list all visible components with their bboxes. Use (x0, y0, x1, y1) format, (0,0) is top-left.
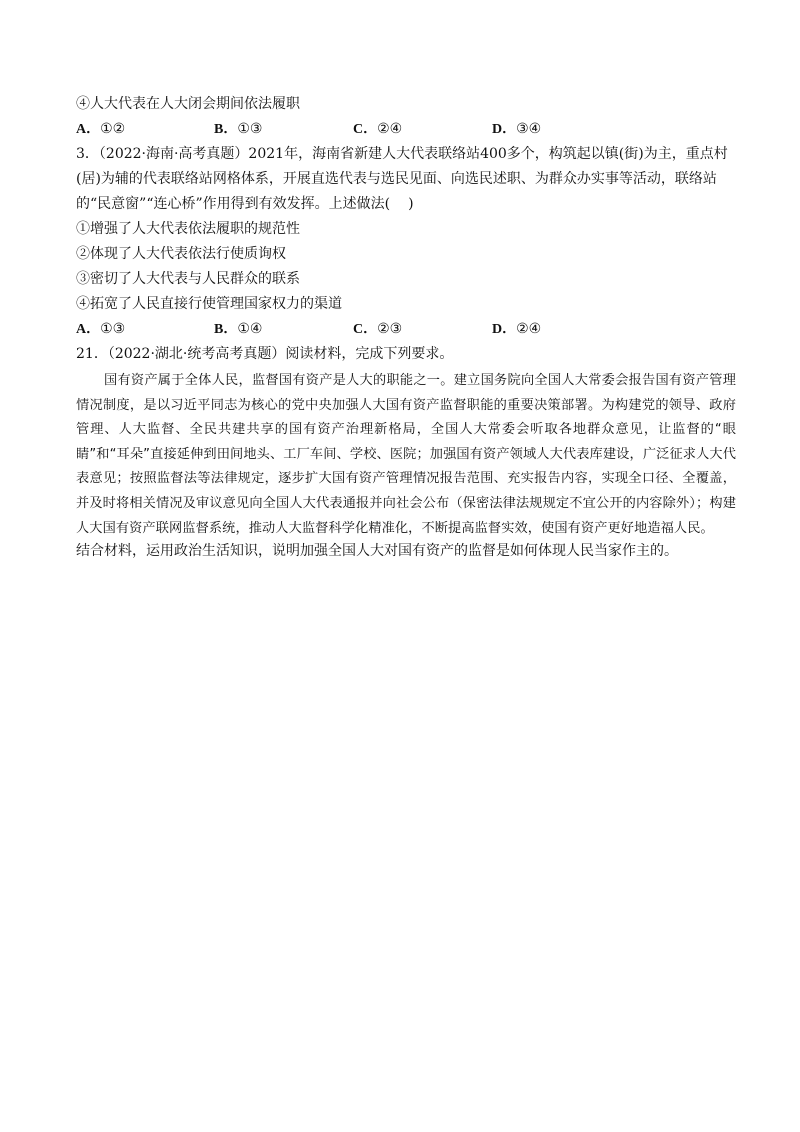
prev-option-b[interactable] (214, 119, 262, 140)
q3-item-1: ①增强了人大代表依法履职的规范性 (76, 221, 300, 237)
option-text: ①③ (100, 321, 126, 337)
option-text: ②④ (377, 121, 403, 137)
prev-question-options (76, 119, 736, 139)
q3-option-a[interactable] (76, 319, 125, 340)
option-text: ①② (100, 121, 126, 137)
option-letter: C． (353, 322, 378, 337)
option-text: ②③ (377, 321, 403, 337)
q3-stem-line-3 (76, 194, 736, 214)
q3-stem-text: 的“民意窗”“连心桥”作用得到有效发挥。上述做法( (76, 196, 391, 212)
q3-item-4: ④拓宽了人民直接行使管理国家权力的渠道 (76, 296, 342, 312)
prev-option-c[interactable] (353, 119, 402, 140)
option-letter: B． (214, 322, 238, 337)
option-letter: A． (76, 122, 101, 137)
q21-question: 结合材料，运用政治生活知识，说明加强全国人大对国有资产的监督是如何体现人民当家作主的。 (76, 543, 678, 559)
prev-option-d[interactable] (492, 119, 541, 140)
option-text: ①③ (237, 121, 263, 137)
option-text: ③④ (516, 121, 542, 137)
prev-question-item-4: ④人大代表在人大闭会期间依法履职 (76, 96, 300, 112)
option-letter: D． (492, 322, 517, 337)
q21-header: 21．（2022·湖北·统考高考真题）阅读材料，完成下列要求。 (76, 346, 454, 362)
q3-stem-line-2: (居)为辅的代表联络站网格体系，开展直选代表与选民见面、向选民述职、为群众办实事等活动，联络站 (76, 171, 717, 187)
option-text: ①④ (237, 321, 263, 337)
q3-item-3: ③密切了人大代表与人民群众的联系 (76, 271, 300, 287)
q3-option-d[interactable] (492, 319, 541, 340)
option-letter: A． (76, 322, 101, 337)
option-letter: D． (492, 122, 517, 137)
q3-option-b[interactable] (214, 319, 262, 340)
q3-item-2: ②体现了人大代表依法行使质询权 (76, 246, 286, 262)
option-letter: B． (214, 122, 238, 137)
q3-stem-bracket-close: ) (408, 196, 414, 212)
option-letter: C． (353, 122, 378, 137)
prev-option-a[interactable] (76, 119, 125, 140)
q3-option-c[interactable] (353, 319, 402, 340)
q21-material-paragraph: 国有资产属于全体人民，监督国有资产是人大的职能之一。建立国务院向全国人大常委会报告国有资产管理情况制度，是以习近平同志为核心的党中央加强人大国有资产监督职能的重要决策部署。为构建党的领导、政府管理、人大监督、全民共建共享的国有资产治理新格局，全国人大常委会听取各地群众意见，让监督的“眼睛”和“耳朵”直接延伸到田间地头、工厂车间、学校、医院；加强国有资产领域人大代表库建设，广泛征求人大代表意见；按照监督法等法律规定，逐步扩大国有资产管理情况报告范围、充实报告内容，实现全口径、全覆盖，并及时将相关情况及审议意见向全国人大代表通报并向社会公布（保密法律法规规定不宜公开的内容除外）；构建人大国有资产联网监督系统，推动人大监督科学化精准化，不断提高监督实效，使国有资产更好地造福人民。 (76, 373, 736, 536)
option-text: ②④ (516, 321, 542, 337)
q3-stem-line-1: 3．（2022·海南·高考真题）2021年，海南省新建人大代表联络站400多个，构筑起以镇(街)为主，重点村 (76, 146, 728, 162)
q3-options (76, 319, 736, 339)
